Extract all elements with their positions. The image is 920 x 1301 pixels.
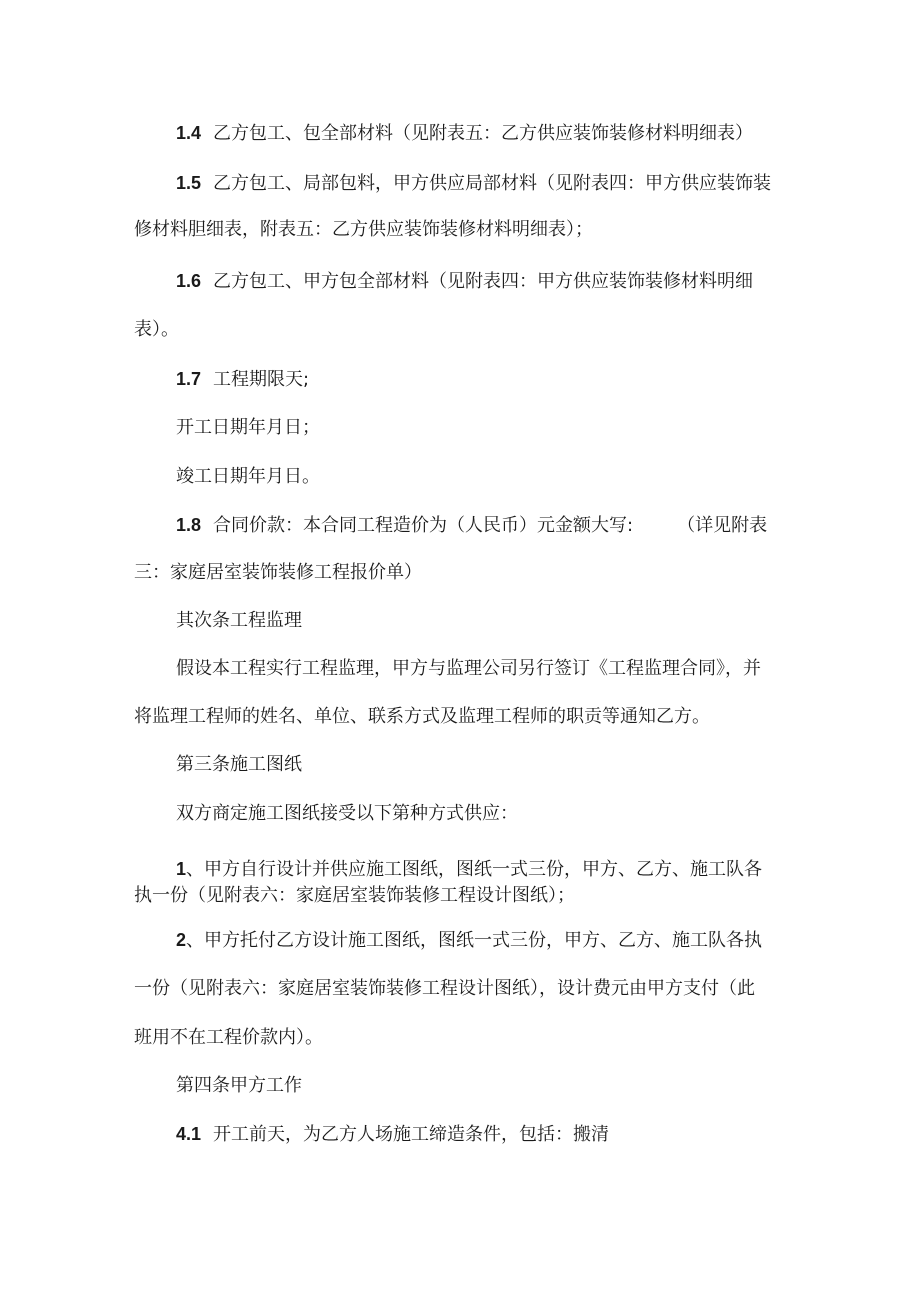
clause-1-8 [176, 513, 767, 538]
article-3-title [176, 753, 302, 777]
clause-4-1 [176, 1122, 609, 1147]
clause-1-6 [176, 269, 753, 294]
clause-1-4 [176, 121, 753, 146]
paragraph-text: 假设本工程实行工程监理，甲方与监理公司另行签订《工程监理合同》，并 [176, 658, 761, 679]
article-4-title [176, 1074, 302, 1098]
clause-text: 乙方包工、局部包料，甲方供应局部材料（见附表四：甲方供应装饰装 [213, 173, 772, 194]
clause-1-8-cont [134, 561, 422, 585]
clause-text: 三：家庭居室装饰装修工程报价单） [134, 562, 422, 583]
clause-number: 1.5 [176, 173, 202, 193]
paragraph-text: 将监理工程师的姓名、单位、联系方式及监理工程师的职贡等通知乙方。 [134, 706, 710, 727]
option-text: 执一份（见附表六：家庭居室装饰装修工程设计图纸）； [134, 885, 575, 906]
clause-text: 乙方包工、包全部材料（见附表五：乙方供应装饰装修材料明细表） [213, 123, 754, 144]
article-2-text [176, 657, 761, 681]
option-1 [176, 857, 762, 882]
clause-1-5 [176, 171, 771, 196]
option-2-cont [134, 977, 755, 1001]
clause-number: 1.6 [176, 271, 202, 291]
clause-1-5-cont [134, 218, 593, 242]
clause-1-7 [176, 367, 309, 392]
start-date-text: 开工日期年月日； [176, 417, 320, 438]
article-title: 第四条甲方工作 [176, 1075, 302, 1096]
clause-text: 合同价款：本合同工程造价为（人民币）元金额大写: [213, 515, 634, 536]
option-2 [176, 928, 762, 953]
start-date-line [176, 416, 320, 440]
clause-text: 乙方包工、甲方包全部材料（见附表四：甲方供应装饰装修材料明细 [213, 271, 754, 292]
option-text: 、甲方自行设计并供应施工图纸，图纸一式三份，甲方、乙方、施工队各 [186, 859, 763, 880]
paragraph-text: 双方商定施工图纸接受以下第种方式供应： [176, 803, 518, 824]
article-2-text-cont [134, 705, 710, 729]
end-date-line [176, 465, 320, 489]
clause-text: 开工前天，为乙方人场施工缔造条件，包括：搬清 [213, 1124, 610, 1145]
article-title: 其次条工程监理 [176, 610, 302, 631]
option-text: 一份（见附表六：家庭居室装饰装修工程设计图纸），设计费元由甲方支付（此 [134, 978, 755, 999]
option-text: 班用不在工程价款内）。 [134, 1027, 323, 1048]
option-number: 2 [176, 930, 187, 950]
clause-text-tail: （详见附表 [677, 515, 768, 536]
clause-text: 工程期限天; [213, 369, 310, 390]
clause-number: 1.4 [176, 123, 202, 143]
option-number: 1 [176, 859, 187, 879]
clause-number: 1.8 [176, 515, 202, 535]
clause-text: 表）。 [134, 319, 179, 340]
clause-1-6-cont [134, 318, 179, 342]
option-1-cont [134, 884, 575, 908]
clause-number: 4.1 [176, 1124, 202, 1144]
article-3-intro [176, 802, 518, 826]
article-title: 第三条施工图纸 [176, 754, 302, 775]
clause-number: 1.7 [176, 369, 202, 389]
clause-text: 修材料胆细表，附表五：乙方供应装饰装修材料明细表）； [134, 219, 593, 240]
article-2-title [176, 609, 302, 633]
option-2-cont-2 [134, 1026, 323, 1050]
end-date-text: 竣工日期年月日。 [176, 466, 320, 487]
option-text: 、甲方托付乙方设计施工图纸，图纸一式三份，甲方、乙方、施工队各执 [186, 930, 763, 951]
